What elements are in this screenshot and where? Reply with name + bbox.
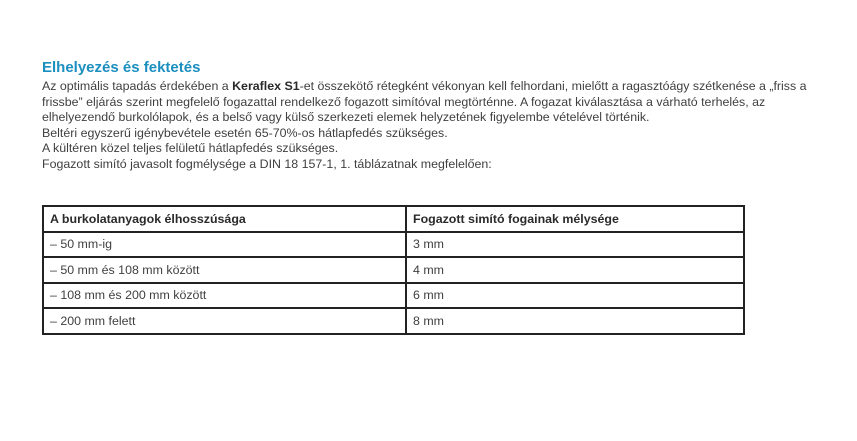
header-notch-depth: Fogazott simító fogainak mélysége (406, 206, 744, 232)
intro-paragraph (42, 79, 822, 126)
notch-depth-cell: 3 mm (406, 232, 744, 258)
notch-depth-cell: 6 mm (406, 283, 744, 309)
table-row (43, 232, 744, 258)
table-header-row (43, 206, 744, 232)
intro-text-before: Az optimális tapadás érdekében a (42, 79, 233, 93)
intro-text-after: -et összekötő rétegként vékonyan kell felhordani, mielőtt a ragasztóágy szétkenése a „friss a frissbe” eljárás szerint megfelelő fogazattal rendelkező fogazott simítóval megtörténne. A fogazat kiválasztása a várható terhelés, az elhelyezendő burkolólapok, és a belső vagy külső szerkezeti elemek helyzetének figyelembe vételével történik. (42, 79, 807, 125)
outdoor-coverage-line: A kültéren közel teljes felületű hátlapfedés szükséges. (42, 141, 339, 156)
table-row (43, 283, 744, 309)
notch-depth-cell: 4 mm (406, 257, 744, 283)
section-title: Elhelyezés és fektetés (42, 59, 201, 76)
indoor-coverage-line: Beltéri egyszerű igénybevétele esetén 65-70%-os hátlapfedés szükséges. (42, 125, 448, 140)
table-row (43, 308, 744, 334)
table-row (43, 257, 744, 283)
laying-section (42, 58, 822, 173)
notch-depth-cell: 8 mm (406, 308, 744, 334)
edge-length-cell: – 200 mm felett (43, 308, 406, 334)
header-edge-length: A burkolatanyagok élhosszúsága (43, 206, 406, 232)
din-reference-line: Fogazott simító javasolt fogmélysége a DIN 18 157-1, 1. táblázatnak megfelelően: (42, 156, 492, 171)
trowel-depth-table (42, 205, 745, 335)
edge-length-cell: – 108 mm és 200 mm között (43, 283, 406, 309)
edge-length-cell: – 50 mm-ig (43, 232, 406, 258)
edge-length-cell: – 50 mm és 108 mm között (43, 257, 406, 283)
product-name: Keraflex S1 (232, 79, 300, 93)
